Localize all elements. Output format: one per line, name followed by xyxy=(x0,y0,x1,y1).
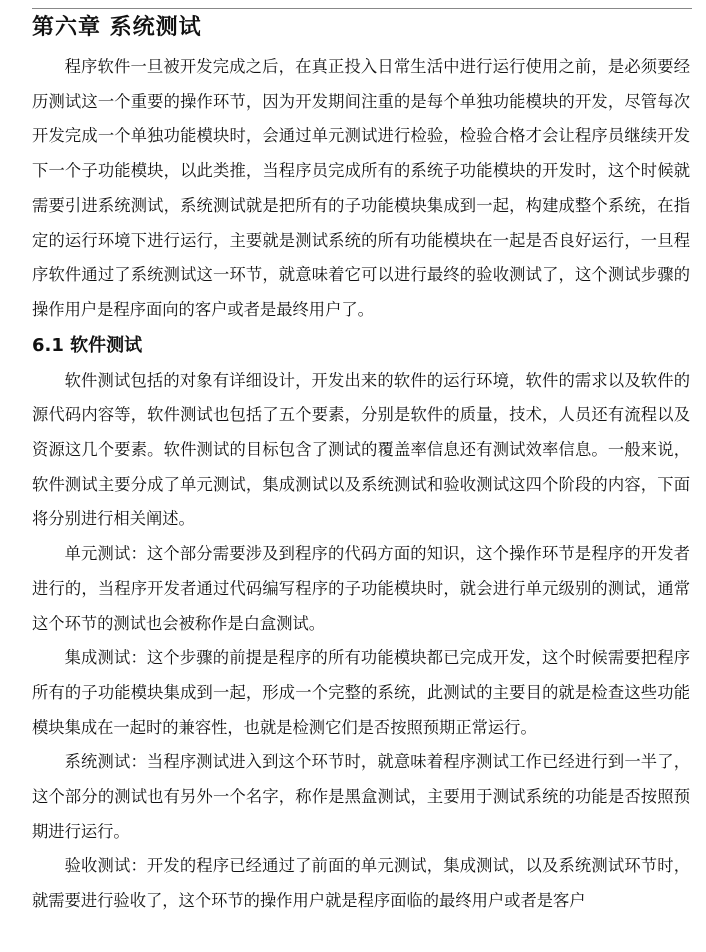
body-paragraph: 系统测试：当程序测试进入到这个环节时，就意味着程序测试工作已经进行到一半了，这个部分的测试也有另外一个名字，称作是黑盒测试，主要用于测试系统的功能是否按照预期进行运行。 xyxy=(32,752,690,841)
chapter-title: 第六章 系统测试 xyxy=(32,15,202,40)
body-paragraph: 软件测试包括的对象有详细设计，开发出来的软件的运行环境，软件的需求以及软件的源代码内容等，软件测试也包括了五个要素，分别是软件的质量，技术，人员还有流程以及资源这几个要素。软件测试的目标包含了测试的覆盖率信息还有测试效率信息。一般来说，软件测试主要分成了单元测试，集成测试以及系统测试和验收测试这四个阶段的内容，下面将分别进行相关阐述。 xyxy=(32,370,690,529)
body-paragraph: 验收测试：开发的程序已经通过了前面的单元测试，集成测试，以及系统测试环节时，就需要进行验收了，这个环节的操作用户就是程序面临的最终用户或者是客户 xyxy=(32,856,690,911)
section-title: 6.1 软件测试 xyxy=(32,334,143,356)
body-paragraph: 集成测试：这个步骤的前提是程序的所有功能模块都已完成开发，这个时候需要把程序所有的子功能模块集成到一起，形成一个完整的系统，此测试的主要目的就是检查这些功能模块集成在一起时的兼容性，也就是检测它们是否按照预期正常运行。 xyxy=(32,648,690,737)
intro-paragraph: 程序软件一旦被开发完成之后，在真正投入日常生活中进行运行使用之前，是必须要经历测试这一个重要的操作环节，因为开发期间注重的是每个单独功能模块的开发，尽管每次开发完成一个单独功能模块时，会通过单元测试进行检验，检验合格才会让程序员继续开发下一个子功能模块，以此类推，当程序员完成所有的系统子功能模块的开发时，这个时候就需要引进系统测试，系统测试就是把所有的子功能模块集成到一起，构建成整个系统，在指定的运行环境下进行运行，主要就是测试系统的所有功能模块在一起是否良好运行，一旦程序软件通过了系统测试这一环节，就意味着它可以进行最终的验收测试了，这个测试步骤的操作用户是程序面向的客户或者是最终用户了。 xyxy=(32,57,690,319)
document-page xyxy=(32,8,690,919)
body-paragraph: 单元测试：这个部分需要涉及到程序的代码方面的知识，这个操作环节是程序的开发者进行的，当程序开发者通过代码编写程序的子功能模块时，就会进行单元级别的测试，通常这个环节的测试也会被称作是白盒测试。 xyxy=(32,544,690,633)
